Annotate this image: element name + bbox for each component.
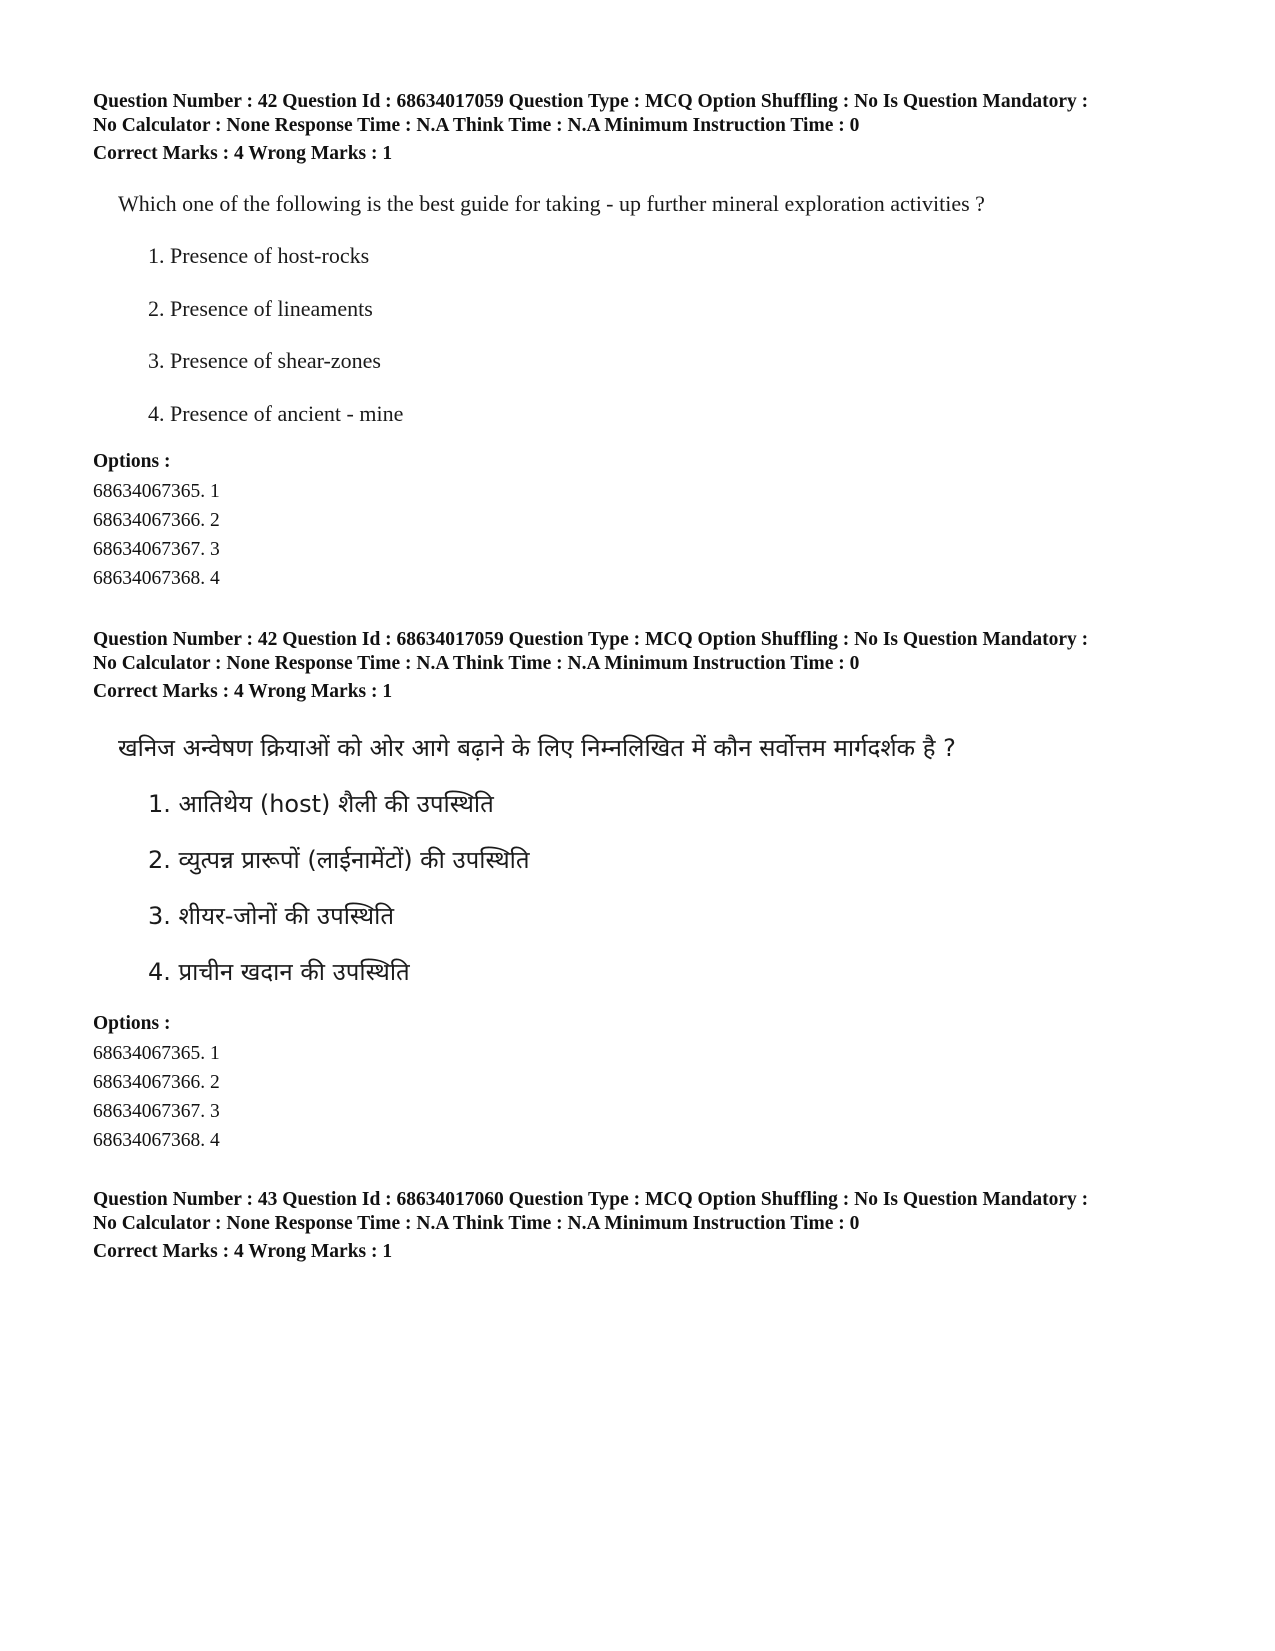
question-2-statement-2: 2. व्युत्पन्न प्रारूपों (लाईनामेंटों) की उपस्थिति xyxy=(148,846,530,874)
option-item: 68634067365. 1 xyxy=(93,1043,220,1064)
options-label: Options : xyxy=(93,451,171,472)
question-3-marks: Correct Marks : 4 Wrong Marks : 1 xyxy=(93,1241,393,1262)
option-item: 68634067368. 4 xyxy=(93,1130,220,1151)
question-2-statement-3: 3. शीयर-जोनों की उपस्थिति xyxy=(148,902,395,930)
options-label: Options : xyxy=(93,1013,171,1034)
question-1-meta-line-2: No Calculator : None Response Time : N.A Think Time : N.A Minimum Instruction Time : 0 xyxy=(93,115,860,136)
question-1-statement-4: 4. Presence of ancient - mine xyxy=(148,401,404,426)
question-2-marks: Correct Marks : 4 Wrong Marks : 1 xyxy=(93,681,393,702)
question-1-meta xyxy=(93,90,1213,166)
question-2-statement-4: 4. प्राचीन खदान की उपस्थिति xyxy=(148,958,410,986)
option-item: 68634067366. 2 xyxy=(93,1072,220,1093)
option-item: 68634067367. 3 xyxy=(93,1101,220,1122)
option-item: 68634067365. 1 xyxy=(93,481,220,502)
question-3-meta-line-2: No Calculator : None Response Time : N.A Think Time : N.A Minimum Instruction Time : 0 xyxy=(93,1213,860,1234)
question-1-text: Which one of the following is the best guide for taking - up further mineral exploration activities ? xyxy=(118,191,985,216)
question-1-statement-2: 2. Presence of lineaments xyxy=(148,296,373,321)
question-1-marks: Correct Marks : 4 Wrong Marks : 1 xyxy=(93,143,393,164)
question-2-statement-1: 1. आतिथेय (host) शैली की उपस्थिति xyxy=(148,790,494,818)
question-2-options xyxy=(93,1012,1213,1155)
question-1-statement-1: 1. Presence of host-rocks xyxy=(148,243,370,268)
question-1-options xyxy=(93,450,1213,593)
option-item: 68634067366. 2 xyxy=(93,510,220,531)
question-1-statement-3: 3. Presence of shear-zones xyxy=(148,348,381,373)
question-1-meta-line-1: Question Number : 42 Question Id : 68634017059 Question Type : MCQ Option Shuffling : No Is Question Mandatory : xyxy=(93,91,1089,112)
option-item: 68634067367. 3 xyxy=(93,539,220,560)
question-2-text: खनिज अन्वेषण क्रियाओं को ओर आगे बढ़ाने के लिए निम्नलिखित में कौन सर्वोत्तम मार्गदर्शक है ? xyxy=(118,734,956,762)
question-2-meta xyxy=(93,628,1213,704)
question-2-meta-line-2: No Calculator : None Response Time : N.A Think Time : N.A Minimum Instruction Time : 0 xyxy=(93,653,860,674)
option-item: 68634067368. 4 xyxy=(93,568,220,589)
question-2-meta-line-1: Question Number : 42 Question Id : 68634017059 Question Type : MCQ Option Shuffling : No Is Question Mandatory : xyxy=(93,629,1089,650)
question-3-meta-line-1: Question Number : 43 Question Id : 68634017060 Question Type : MCQ Option Shuffling : No Is Question Mandatory : xyxy=(93,1189,1089,1210)
question-3-meta xyxy=(93,1188,1213,1264)
